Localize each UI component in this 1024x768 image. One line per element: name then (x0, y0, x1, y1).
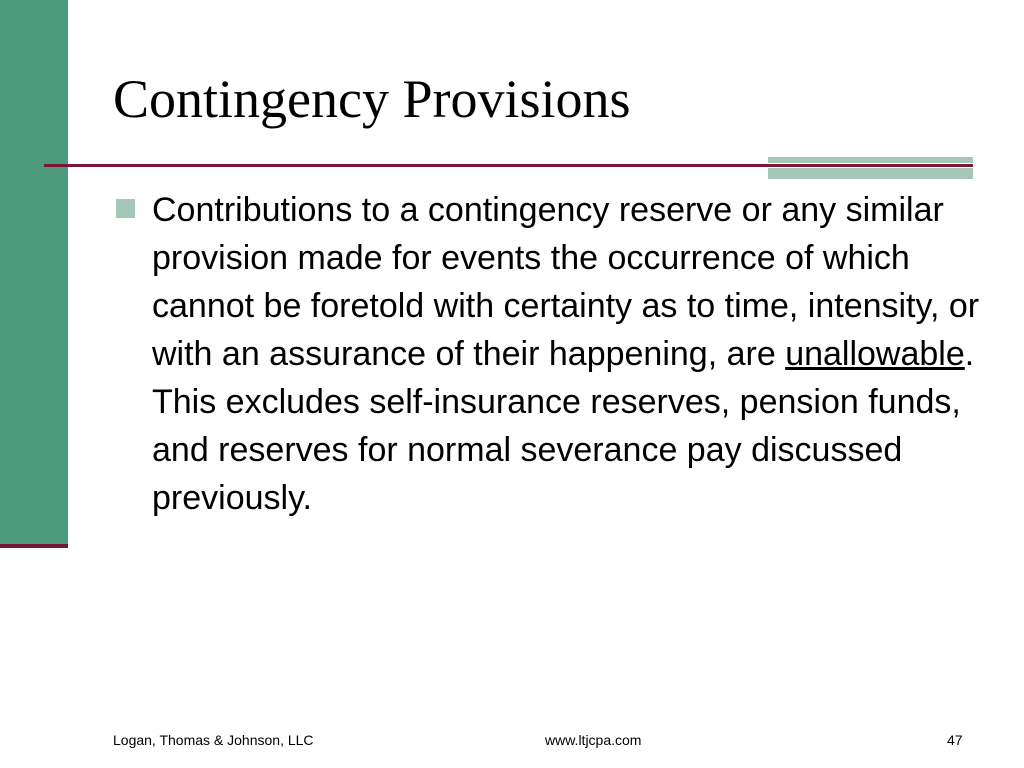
accent-stripe-top (768, 157, 973, 163)
bullet-text-before: Contributions to a contingency reserve or any similar provision made for events the occurrence of which cannot be foretold with certainty as to time, intensity, or with an assurance of their happening, are (152, 191, 980, 373)
bullet-underlined-term: unallowable (785, 335, 965, 373)
accent-stripes (768, 157, 973, 179)
sidebar-decoration (0, 0, 68, 546)
footer-company: Logan, Thomas & Johnson, LLC (113, 732, 314, 748)
footer-page-number: 47 (947, 732, 963, 748)
sidebar-rule (0, 544, 68, 548)
bullet-text-after: . This excludes self-insurance reserves, pension funds, and reserves for normal severance pay discussed previously. (152, 335, 975, 517)
accent-stripe-bottom (768, 168, 973, 179)
footer-website: www.ltjcpa.com (545, 732, 642, 748)
bullet-text (152, 186, 982, 522)
slide-title: Contingency Provisions (113, 69, 631, 129)
square-bullet-icon (116, 199, 135, 218)
